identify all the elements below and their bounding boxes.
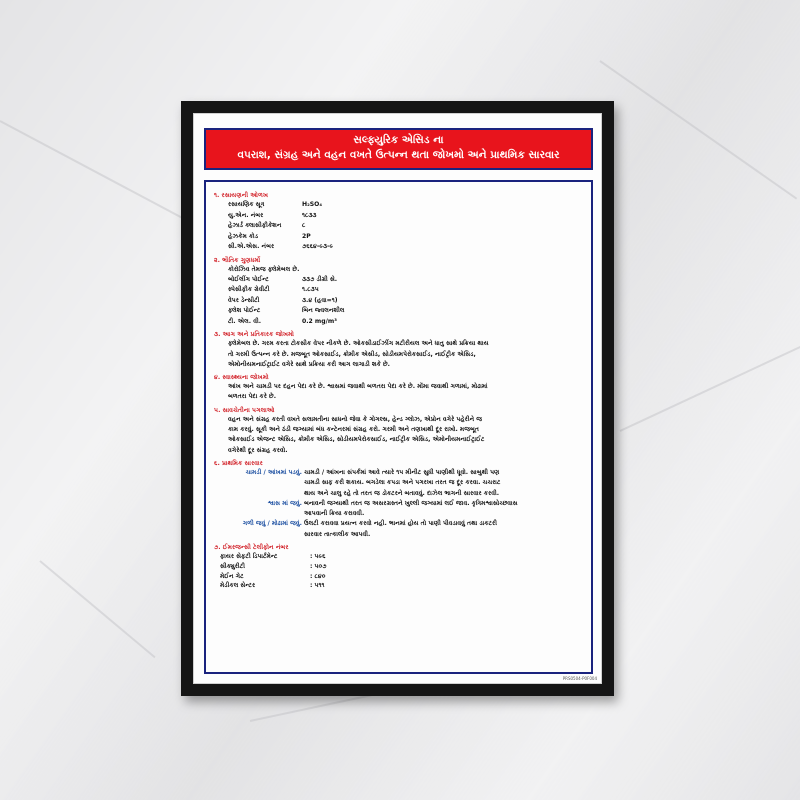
info-value: H₂SO₄ — [302, 201, 323, 208]
safety-poster — [193, 113, 602, 684]
marble-vein — [39, 560, 155, 658]
first-aid-row — [214, 478, 583, 488]
info-row — [214, 306, 583, 317]
info-key: ફ્લેશ પોઈન્ટ — [228, 307, 261, 315]
section-title-first-aid: ૬. પ્રાથમિક સારવાર — [214, 459, 263, 467]
info-value: ૩૩૭ ડીગ્રી સે. — [302, 275, 338, 283]
section-title-health-hazards: ૪. સ્વાસ્થ્યના જોખમો — [214, 374, 269, 382]
info-key: ટી. એલ. વી. — [228, 317, 262, 325]
info-key: વેપર ડેન્સીટી — [228, 296, 260, 304]
emergency-row — [214, 572, 583, 582]
first-aid-row — [214, 509, 583, 519]
info-row — [214, 211, 583, 222]
first-aid-text: ચામડી સાફ કરી શકાય. બગડેલા કપડા અને પગરખા તરત જ દૂર કરવા. ચચરાટ — [304, 479, 501, 487]
info-row — [214, 242, 583, 253]
first-aid-row — [214, 468, 583, 478]
section-text: તો ગરમી ઉત્પન્ન કરે છે. મજબૂત ઓકસાઈડ, ક્રોમીક એસીડ, સોડીયમપેરોકસાઈડ, નાઈટ્રીક એસિડ, — [228, 350, 476, 358]
info-key: હેઝાર્ડ ક્લાસીફીકેશન — [228, 222, 282, 229]
info-value: બિન જ્વલનશીલ — [302, 307, 345, 315]
first-aid-text: ચામડી / આંખના સંપર્કમાં આવે ત્યારે ૧૫ મીનીટ સુધી પાણીથી ધૂવો. સાબુથી પણ — [304, 468, 500, 476]
info-value: ૧.૮૩૫ — [302, 286, 319, 294]
section-text: એમોનીયમનાઈટ્રાઈટ વગેરે સાથે પ્રક્રિયા કરી આગ લાગાડી શકે છે. — [228, 360, 390, 368]
first-aid-row — [214, 530, 583, 540]
first-aid-text: બનાવની જગ્યાથી તરત જ અસરગ્રસ્તને ખુલ્લી જગ્યામાં લઈ જાવ. કૃત્રિમશ્વાસોચ્છવાસ — [304, 499, 518, 507]
emergency-number: : ૮૪૦ — [310, 572, 326, 580]
info-value: 2P — [302, 232, 311, 240]
section-text: કામ કરવું. સૂકી અને ઠંડી જગ્યામાં બંધ કન્ટેનરમાં સંગ્રહ કરો. ગરમી અને તણખાથી દૂર રાખો. મજબૂત — [228, 426, 479, 434]
section-text: આંખ અને ચામડી પર દહન પેદા કરે છે. શ્વાસમાં જવાથી બળતરા પેદા કરે છે. મોંમા જવાથી ગળામાં, મોઢામાં — [228, 383, 488, 391]
emergency-row — [214, 581, 583, 591]
first-aid-text: સારવાર તાત્કાલીક આપવી. — [304, 530, 371, 538]
emergency-label: સીક્યુરીટી — [220, 562, 245, 570]
first-aid-label: શ્વાસ માં જવું. — [267, 499, 302, 507]
info-value: ૮ — [302, 222, 306, 229]
poster-header — [204, 128, 593, 170]
first-aid-text: થાય અને ચાલુ રહે તો તરત જ ડોકટરને બતાવવું. દાઝેલ ભાગની સારવાર કરવી. — [304, 489, 500, 497]
marble-vein — [620, 346, 800, 432]
info-key: સી.એ.એસ. નંબર — [228, 243, 275, 250]
emergency-number: : ૫૧૧ — [310, 582, 325, 590]
emergency-number: : ૫૯૬ — [310, 553, 326, 561]
first-aid-row — [214, 519, 583, 529]
info-value: 0.2 mg/m³ — [302, 317, 337, 325]
first-aid-row — [214, 499, 583, 509]
info-row — [214, 221, 583, 232]
info-key: યુ.એન. નંબર — [228, 211, 264, 219]
info-key: રસાયણિક સૂત્ર — [228, 201, 265, 208]
product-code: PRS0504-P0F004 — [562, 676, 597, 681]
info-value: ૩.૪ (હવા=૧) — [302, 296, 338, 304]
info-value: ૭૬૬૪-૯૩-૯ — [302, 243, 334, 250]
first-aid-text: આપવાની ક્રિયા કરાવવી. — [304, 510, 365, 518]
emergency-label: ફાયર સેફટી ડિપાર્ટમેન્ટ — [220, 553, 278, 561]
info-row — [214, 200, 583, 211]
first-aid-row — [214, 489, 583, 499]
info-row — [214, 317, 583, 328]
section-text: વહન અને સંગ્રહ કરતી વખતે સલામતીના સાધનો જેવા કે ગોગલ્સ, હેન્ડ ગ્લોઝ, એપ્રોન વગેરે પહેરીને જ — [228, 415, 482, 423]
emergency-label: મેડીકલ સેન્ટર — [220, 582, 256, 590]
info-row — [214, 296, 583, 307]
section-text: બળતરા પેદા કરે છે. — [228, 393, 277, 401]
emergency-row — [214, 552, 583, 562]
info-value: ૧૮૩૩ — [302, 211, 317, 219]
section-title-physical-properties: ૨. ભૌતિક ગુણધર્મો — [214, 256, 261, 264]
emergency-label: મેઈન ગેટ — [220, 572, 244, 580]
info-row — [214, 285, 583, 296]
emergency-number: : ૫૦૭ — [310, 562, 327, 570]
info-row — [214, 232, 583, 243]
section-title-emergency-phones: ૭. ઈમરજન્સી ટેલીફોન નંબર — [214, 544, 289, 552]
info-row — [214, 275, 583, 286]
section-text: વગેરેથી દૂર સંગ્રહ કરવો. — [228, 446, 288, 454]
section-title-precautions: ૫. સાવચેતીના પગલાઓ — [214, 406, 275, 414]
marble-vein — [599, 60, 797, 199]
poster-subtitle: વપરાશ, સંગ્રહ અને વહન વખતે ઉત્પન્ન થતા જોખમો અને પ્રાથમિક સારવાર — [237, 149, 560, 161]
section-text: ઓકસાઈડ એજન્ટ એસિડ, ક્રોમીક એસિડ, સોડીયમપેરોકસાઈડ, નાઈટ્રીક એસિડ, એમોનીયમનાઈટ્રાઈટ — [228, 436, 485, 444]
poster-body — [204, 180, 593, 674]
info-key: હેઝકેમ કોડ — [228, 232, 259, 240]
emergency-row — [214, 562, 583, 572]
first-aid-label: ગળી જવું / મોઢામાં જવું. — [242, 520, 302, 528]
poster-title: સલ્ફ્યુરિક એસિડ ના — [353, 134, 444, 146]
section-text: ફ્લેમેબલ છે. ગરમ કરતા ટોકસીક વેપર નીકળે છે. ઓકસીડાઈઝીંગ મટીરીયલ અને ધાતુ સાથે પ્રક્રિયા થાય — [228, 340, 489, 348]
info-key: સ્પેસીફીક ગ્રેવીટી — [228, 286, 270, 294]
section-text: કોરોઝિવ તેમજ ફ્લેમેબલ છે. — [228, 265, 300, 273]
section-title-fire-hazards: ૩. આગ અને પ્રતિકારક જોખમો — [214, 331, 294, 339]
first-aid-label: ચામડી / આંખમાં પડવું. — [245, 468, 302, 476]
section-title-chemical-id: ૧. રસાયણની ઓળખ — [214, 192, 269, 199]
info-key: બોઈલીંગ પોઈન્ટ — [228, 275, 269, 283]
first-aid-text: ઉલટી કરાવવા પ્રયત્ન કરવો નહી. ભાનમાં હોય તો પાણી પીવડાવવું તથા ડાકટરી — [304, 520, 497, 528]
